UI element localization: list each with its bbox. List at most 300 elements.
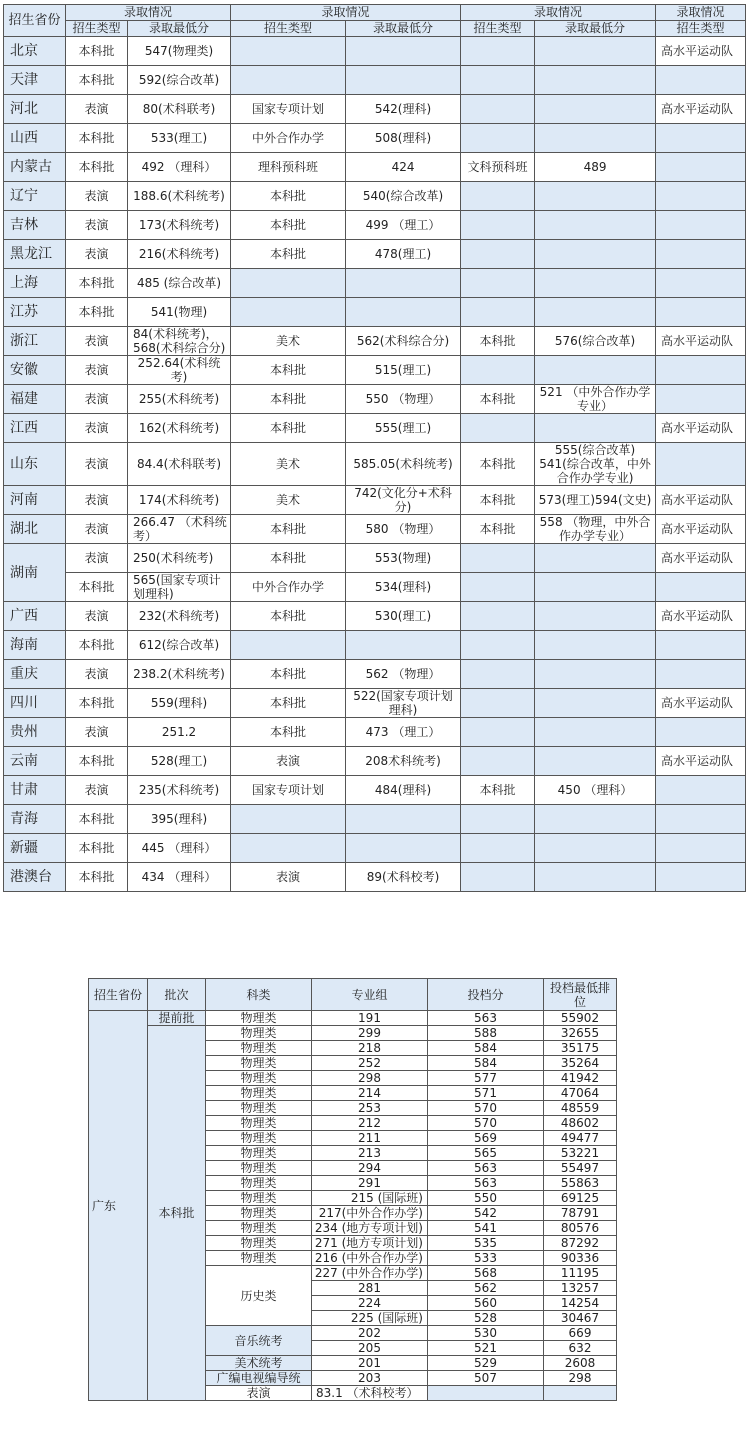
cell-score-2 xyxy=(346,631,461,660)
cell-score-3: 521 （中外合作办学专业） xyxy=(535,385,656,414)
gd-rank-cell: 87292 xyxy=(544,1236,617,1251)
gd-group-cell: 218 xyxy=(312,1041,428,1056)
gd-group-cell: 294 xyxy=(312,1161,428,1176)
gd-subject-cell: 物理类 xyxy=(206,1206,312,1221)
gd-rank-cell: 32655 xyxy=(544,1026,617,1041)
cell-type-4 xyxy=(656,269,746,298)
gd-score-cell: 570 xyxy=(428,1116,544,1131)
gd-rank-cell xyxy=(544,1386,617,1401)
cell-score-3 xyxy=(535,718,656,747)
table-row xyxy=(4,327,746,356)
group-header-4: 录取情况 xyxy=(656,5,746,21)
cell-score-2: 562 （物理） xyxy=(346,660,461,689)
province-cell: 山西 xyxy=(4,124,66,153)
cell-type-3 xyxy=(461,66,535,95)
cell-score-2: 534(理科) xyxy=(346,573,461,602)
cell-type-3: 本科批 xyxy=(461,327,535,356)
cell-type-1: 本科批 xyxy=(66,863,128,892)
cell-type-3 xyxy=(461,689,535,718)
cell-score-2: 742(文化分+术科分) xyxy=(346,486,461,515)
province-cell: 云南 xyxy=(4,747,66,776)
province-cell: 湖南 xyxy=(4,544,66,602)
table-row xyxy=(4,573,746,602)
gd-score-cell: 569 xyxy=(428,1131,544,1146)
cell-type-1: 表演 xyxy=(66,486,128,515)
cell-score-1: 80(术科联考) xyxy=(128,95,231,124)
province-header: 招生省份 xyxy=(4,5,66,37)
gd-rank-cell: 53221 xyxy=(544,1146,617,1161)
cell-score-1: 238.2(术科统考) xyxy=(128,660,231,689)
gd-subject-cell: 物理类 xyxy=(206,1161,312,1176)
gd-rank-cell: 35175 xyxy=(544,1041,617,1056)
province-cell: 湖北 xyxy=(4,515,66,544)
group-header-2: 录取情况 xyxy=(231,5,461,21)
gd-subject-header: 科类 xyxy=(206,979,312,1011)
gd-score-cell: 571 xyxy=(428,1086,544,1101)
cell-type-2: 本科批 xyxy=(231,211,346,240)
cell-type-2: 本科批 xyxy=(231,182,346,211)
cell-type-3 xyxy=(461,660,535,689)
gd-rank-cell: 47064 xyxy=(544,1086,617,1101)
gd-batch-cell: 提前批 xyxy=(148,1011,206,1026)
cell-type-1: 本科批 xyxy=(66,573,128,602)
gd-score-cell: 542 xyxy=(428,1206,544,1221)
cell-type-3 xyxy=(461,805,535,834)
cell-score-3 xyxy=(535,631,656,660)
cell-type-2 xyxy=(231,66,346,95)
cell-score-1: 541(物理) xyxy=(128,298,231,327)
cell-score-2: 553(物理) xyxy=(346,544,461,573)
gd-province-cell: 广东 xyxy=(89,1011,148,1401)
table-row xyxy=(4,211,746,240)
gd-score-cell: 507 xyxy=(428,1371,544,1386)
gd-subject-cell: 物理类 xyxy=(206,1026,312,1041)
cell-score-3 xyxy=(535,747,656,776)
cell-type-1: 表演 xyxy=(66,443,128,486)
table-row xyxy=(4,298,746,327)
cell-type-4 xyxy=(656,356,746,385)
gd-score-cell: 577 xyxy=(428,1071,544,1086)
cell-type-1: 表演 xyxy=(66,211,128,240)
cell-type-4: 高水平运动队 xyxy=(656,486,746,515)
cell-score-1: 395(理科) xyxy=(128,805,231,834)
cell-type-3 xyxy=(461,747,535,776)
cell-score-3: 576(综合改革) xyxy=(535,327,656,356)
cell-type-2: 中外合作办学 xyxy=(231,573,346,602)
cell-type-2: 美术 xyxy=(231,327,346,356)
cell-type-2: 表演 xyxy=(231,747,346,776)
cell-type-4: 高水平运动队 xyxy=(656,515,746,544)
cell-type-2 xyxy=(231,805,346,834)
gd-score-cell: 562 xyxy=(428,1281,544,1296)
province-cell: 甘肃 xyxy=(4,776,66,805)
cell-score-3: 555(综合改革) 541(综合改革，中外合作办学专业) xyxy=(535,443,656,486)
province-cell: 贵州 xyxy=(4,718,66,747)
cell-type-1: 本科批 xyxy=(66,298,128,327)
province-cell: 浙江 xyxy=(4,327,66,356)
gd-subject-cell: 物理类 xyxy=(206,1131,312,1146)
cell-score-3 xyxy=(535,37,656,66)
gd-score-cell: 541 xyxy=(428,1221,544,1236)
gd-subject-cell: 表演 xyxy=(206,1386,312,1401)
gd-score-cell: 565 xyxy=(428,1146,544,1161)
province-cell: 福建 xyxy=(4,385,66,414)
gd-group-cell: 214 xyxy=(312,1086,428,1101)
cell-type-2 xyxy=(231,298,346,327)
gd-group-cell: 253 xyxy=(312,1101,428,1116)
cell-score-1: 252.64(术科统考) xyxy=(128,356,231,385)
province-cell: 北京 xyxy=(4,37,66,66)
gd-group-cell: 203 xyxy=(312,1371,428,1386)
cell-type-3: 本科批 xyxy=(461,385,535,414)
province-cell: 广西 xyxy=(4,602,66,631)
gd-group-cell: 201 xyxy=(312,1356,428,1371)
gd-rank-cell: 48559 xyxy=(544,1101,617,1116)
province-cell: 吉林 xyxy=(4,211,66,240)
cell-type-3 xyxy=(461,240,535,269)
table-row xyxy=(4,66,746,95)
cell-type-4 xyxy=(656,182,746,211)
gd-group-cell: 213 xyxy=(312,1146,428,1161)
cell-type-4 xyxy=(656,573,746,602)
cell-type-2: 本科批 xyxy=(231,240,346,269)
cell-type-4 xyxy=(656,443,746,486)
cell-type-4 xyxy=(656,631,746,660)
cell-type-3 xyxy=(461,863,535,892)
cell-score-3 xyxy=(535,834,656,863)
table-row xyxy=(4,747,746,776)
cell-type-4: 高水平运动队 xyxy=(656,689,746,718)
cell-score-2 xyxy=(346,66,461,95)
gd-group-cell: 227 (中外合作办学) xyxy=(312,1266,428,1281)
cell-score-2: 562(术科综合分) xyxy=(346,327,461,356)
gd-rank-cell: 48602 xyxy=(544,1116,617,1131)
gd-score-cell: 563 xyxy=(428,1176,544,1191)
cell-type-4 xyxy=(656,240,746,269)
gd-subject-cell: 物理类 xyxy=(206,1011,312,1026)
gd-subject-cell: 物理类 xyxy=(206,1071,312,1086)
cell-type-1: 表演 xyxy=(66,95,128,124)
cell-type-2: 本科批 xyxy=(231,414,346,443)
cell-score-1: 266.47 （术科统考） xyxy=(128,515,231,544)
cell-type-4: 高水平运动队 xyxy=(656,414,746,443)
cell-type-4 xyxy=(656,660,746,689)
cell-type-3 xyxy=(461,211,535,240)
cell-score-1: 188.6(术科统考) xyxy=(128,182,231,211)
cell-type-2: 国家专项计划 xyxy=(231,95,346,124)
gd-rank-cell: 49477 xyxy=(544,1131,617,1146)
cell-type-1: 本科批 xyxy=(66,66,128,95)
cell-score-2: 580 （物理） xyxy=(346,515,461,544)
cell-type-1: 本科批 xyxy=(66,747,128,776)
cell-type-4: 高水平运动队 xyxy=(656,37,746,66)
cell-score-3 xyxy=(535,182,656,211)
gd-group-cell: 212 xyxy=(312,1116,428,1131)
gd-subject-cell: 物理类 xyxy=(206,1116,312,1131)
gd-subject-cell: 广编电视编导统 xyxy=(206,1371,312,1386)
cell-score-2: 424 xyxy=(346,153,461,182)
gd-score-cell: 563 xyxy=(428,1161,544,1176)
cell-type-3: 本科批 xyxy=(461,486,535,515)
gd-score-cell: 584 xyxy=(428,1056,544,1071)
cell-type-2: 表演 xyxy=(231,863,346,892)
cell-score-1: 174(术科统考) xyxy=(128,486,231,515)
gd-batch-header: 批次 xyxy=(148,979,206,1011)
cell-score-2: 208术科统考) xyxy=(346,747,461,776)
cell-score-3: 573(理工)594(文史) xyxy=(535,486,656,515)
table-row xyxy=(4,776,746,805)
cell-type-2 xyxy=(231,269,346,298)
cell-score-2: 522(国家专项计划理科) xyxy=(346,689,461,718)
cell-type-4 xyxy=(656,718,746,747)
cell-type-2 xyxy=(231,37,346,66)
cell-type-3 xyxy=(461,631,535,660)
gd-rank-cell: 80576 xyxy=(544,1221,617,1236)
cell-type-4: 高水平运动队 xyxy=(656,544,746,573)
table-row xyxy=(4,718,746,747)
gd-rank-cell: 41942 xyxy=(544,1071,617,1086)
gd-subject-cell: 物理类 xyxy=(206,1086,312,1101)
cell-score-1: 84.4(术科联考) xyxy=(128,443,231,486)
table-row xyxy=(4,124,746,153)
cell-type-1: 表演 xyxy=(66,356,128,385)
province-cell: 江苏 xyxy=(4,298,66,327)
cell-type-1: 表演 xyxy=(66,182,128,211)
cell-type-2: 本科批 xyxy=(231,544,346,573)
gd-group-cell: 252 xyxy=(312,1056,428,1071)
cell-type-1: 表演 xyxy=(66,602,128,631)
cell-score-3 xyxy=(535,124,656,153)
gd-subject-cell: 物理类 xyxy=(206,1146,312,1161)
admission-score-table xyxy=(3,4,746,892)
table-row xyxy=(4,95,746,124)
cell-score-2: 555(理工) xyxy=(346,414,461,443)
province-cell: 江西 xyxy=(4,414,66,443)
gd-group-cell: 299 xyxy=(312,1026,428,1041)
province-cell: 天津 xyxy=(4,66,66,95)
cell-score-3 xyxy=(535,66,656,95)
cell-type-4 xyxy=(656,863,746,892)
cell-type-4 xyxy=(656,153,746,182)
cell-score-1: 216(术科统考) xyxy=(128,240,231,269)
cell-type-4 xyxy=(656,211,746,240)
cell-score-1: 84(术科统考)，568(术科综合分) xyxy=(128,327,231,356)
gd-rank-cell: 14254 xyxy=(544,1296,617,1311)
gd-rank-cell: 632 xyxy=(544,1341,617,1356)
gd-group-cell: 83.1 （术科校考） xyxy=(312,1386,428,1401)
table-row xyxy=(4,515,746,544)
cell-type-3 xyxy=(461,37,535,66)
gd-rank-cell: 2608 xyxy=(544,1356,617,1371)
cell-type-2 xyxy=(231,631,346,660)
gd-subject-cell: 音乐统考 xyxy=(206,1326,312,1356)
cell-score-3 xyxy=(535,544,656,573)
gd-rank-cell: 30467 xyxy=(544,1311,617,1326)
cell-score-3 xyxy=(535,240,656,269)
cell-type-1: 本科批 xyxy=(66,153,128,182)
gd-group-cell: 281 xyxy=(312,1281,428,1296)
gd-score-cell: 535 xyxy=(428,1236,544,1251)
cell-score-2: 499 （理工） xyxy=(346,211,461,240)
gd-rank-cell: 90336 xyxy=(544,1251,617,1266)
cell-score-3 xyxy=(535,356,656,385)
cell-score-3 xyxy=(535,863,656,892)
group-header-1: 录取情况 xyxy=(66,5,231,21)
cell-score-3 xyxy=(535,95,656,124)
cell-type-3 xyxy=(461,602,535,631)
cell-type-2: 本科批 xyxy=(231,689,346,718)
cell-type-2: 美术 xyxy=(231,486,346,515)
cell-type-2 xyxy=(231,834,346,863)
gd-subject-cell: 物理类 xyxy=(206,1176,312,1191)
cell-score-1: 173(术科统考) xyxy=(128,211,231,240)
cell-type-2: 本科批 xyxy=(231,515,346,544)
cell-score-2: 540(综合改革) xyxy=(346,182,461,211)
cell-type-2: 中外合作办学 xyxy=(231,124,346,153)
cell-score-2 xyxy=(346,834,461,863)
cell-score-3: 450 （理科） xyxy=(535,776,656,805)
gd-group-cell: 215 (国际班) xyxy=(312,1191,428,1206)
score-header-1: 录取最低分 xyxy=(128,21,231,37)
cell-score-1: 533(理工) xyxy=(128,124,231,153)
gd-score-cell: 521 xyxy=(428,1341,544,1356)
gd-rank-cell: 669 xyxy=(544,1326,617,1341)
cell-score-1: 485 (综合改革) xyxy=(128,269,231,298)
table-row xyxy=(4,602,746,631)
gd-group-cell: 291 xyxy=(312,1176,428,1191)
cell-score-2: 478(理工) xyxy=(346,240,461,269)
gd-group-cell: 298 xyxy=(312,1071,428,1086)
cell-type-2: 本科批 xyxy=(231,385,346,414)
province-cell: 海南 xyxy=(4,631,66,660)
cell-type-1: 本科批 xyxy=(66,124,128,153)
table-row xyxy=(4,414,746,443)
gd-score-cell: 568 xyxy=(428,1266,544,1281)
cell-type-3: 本科批 xyxy=(461,515,535,544)
cell-score-3 xyxy=(535,414,656,443)
table-row xyxy=(4,443,746,486)
gd-subject-cell: 历史类 xyxy=(206,1266,312,1326)
table-row xyxy=(4,182,746,211)
group-header-3: 录取情况 xyxy=(461,5,656,21)
cell-type-1: 表演 xyxy=(66,385,128,414)
cell-score-3 xyxy=(535,298,656,327)
cell-type-2: 美术 xyxy=(231,443,346,486)
cell-type-4 xyxy=(656,805,746,834)
gd-group-header: 专业组 xyxy=(312,979,428,1011)
gd-subject-cell: 物理类 xyxy=(206,1101,312,1116)
gd-rank-cell: 298 xyxy=(544,1371,617,1386)
cell-type-4: 高水平运动队 xyxy=(656,95,746,124)
cell-score-2: 515(理工) xyxy=(346,356,461,385)
type-header-2: 招生类型 xyxy=(231,21,346,37)
gd-score-cell: 550 xyxy=(428,1191,544,1206)
cell-type-1: 本科批 xyxy=(66,269,128,298)
cell-score-3 xyxy=(535,573,656,602)
cell-type-1: 表演 xyxy=(66,544,128,573)
cell-score-3 xyxy=(535,602,656,631)
cell-type-4: 高水平运动队 xyxy=(656,327,746,356)
gd-subject-cell: 物理类 xyxy=(206,1041,312,1056)
gd-score-cell: 533 xyxy=(428,1251,544,1266)
gd-group-cell: 216 (中外合作办学) xyxy=(312,1251,428,1266)
cell-score-3 xyxy=(535,660,656,689)
province-cell: 四川 xyxy=(4,689,66,718)
cell-type-1: 表演 xyxy=(66,718,128,747)
cell-score-3 xyxy=(535,269,656,298)
gd-rank-cell: 55497 xyxy=(544,1161,617,1176)
cell-type-4 xyxy=(656,298,746,327)
cell-type-4 xyxy=(656,834,746,863)
table-row xyxy=(4,863,746,892)
gd-rank-header: 投档最低排位 xyxy=(544,979,617,1011)
table-row xyxy=(4,385,746,414)
cell-type-4: 高水平运动队 xyxy=(656,747,746,776)
table-row xyxy=(4,486,746,515)
cell-type-4 xyxy=(656,124,746,153)
cell-score-1: 445 （理科） xyxy=(128,834,231,863)
gd-subject-cell: 美术统考 xyxy=(206,1356,312,1371)
gd-group-cell: 205 xyxy=(312,1341,428,1356)
cell-score-2 xyxy=(346,269,461,298)
cell-type-3: 本科批 xyxy=(461,776,535,805)
cell-score-1: 492 （理科） xyxy=(128,153,231,182)
gd-subject-cell: 物理类 xyxy=(206,1236,312,1251)
gd-subject-cell: 物理类 xyxy=(206,1221,312,1236)
cell-type-1: 表演 xyxy=(66,240,128,269)
gd-score-cell: 588 xyxy=(428,1026,544,1041)
table-row xyxy=(4,240,746,269)
gd-score-cell: 570 xyxy=(428,1101,544,1116)
guangdong-score-table xyxy=(88,978,617,1401)
cell-type-4: 高水平运动队 xyxy=(656,602,746,631)
province-cell: 河北 xyxy=(4,95,66,124)
cell-score-1: 547(物理类) xyxy=(128,37,231,66)
province-cell: 重庆 xyxy=(4,660,66,689)
table-row xyxy=(4,834,746,863)
cell-type-3 xyxy=(461,544,535,573)
cell-score-2: 508(理科) xyxy=(346,124,461,153)
gd-rank-cell: 13257 xyxy=(544,1281,617,1296)
province-cell: 上海 xyxy=(4,269,66,298)
cell-score-1: 528(理工) xyxy=(128,747,231,776)
table-row xyxy=(4,356,746,385)
cell-type-3 xyxy=(461,573,535,602)
cell-type-2: 理科预科班 xyxy=(231,153,346,182)
cell-type-1: 本科批 xyxy=(66,834,128,863)
table-row xyxy=(4,689,746,718)
cell-type-4 xyxy=(656,776,746,805)
table-row xyxy=(89,1026,617,1041)
cell-type-3 xyxy=(461,356,535,385)
cell-score-2 xyxy=(346,805,461,834)
cell-type-2: 本科批 xyxy=(231,660,346,689)
table-row xyxy=(4,544,746,573)
cell-type-1: 表演 xyxy=(66,776,128,805)
cell-type-1: 表演 xyxy=(66,515,128,544)
cell-type-1: 本科批 xyxy=(66,805,128,834)
cell-score-2 xyxy=(346,37,461,66)
province-cell: 青海 xyxy=(4,805,66,834)
score-header-2: 录取最低分 xyxy=(346,21,461,37)
province-cell: 新疆 xyxy=(4,834,66,863)
cell-type-1: 表演 xyxy=(66,414,128,443)
gd-group-cell: 191 xyxy=(312,1011,428,1026)
gd-group-cell: 271 (地方专项计划) xyxy=(312,1236,428,1251)
province-cell: 山东 xyxy=(4,443,66,486)
gd-subject-cell: 物理类 xyxy=(206,1191,312,1206)
cell-score-3 xyxy=(535,211,656,240)
